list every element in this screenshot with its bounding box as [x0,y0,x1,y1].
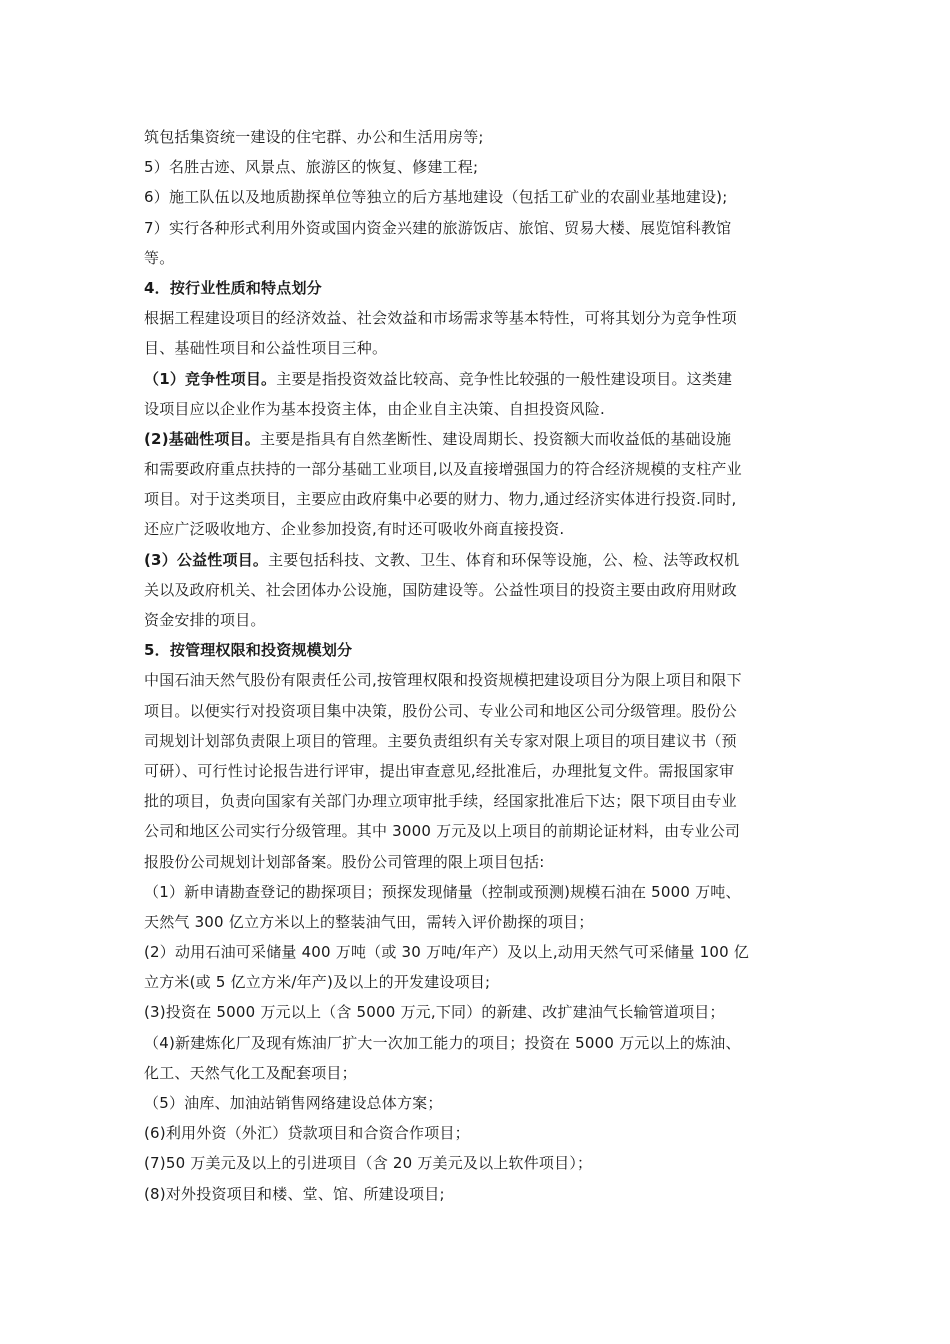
line-text: 主要包括科技、文教、卫生、体育和环保等设施，公、检、法等政权机 [268,550,740,569]
line-text: (3)投资在 5000 万元以上（含 5000 万元,下同）的新建、改扩建油气长输管道项目； [144,1003,725,1022]
heading-text: 5．按管理权限和投资规模划分 [144,641,353,660]
text-line [144,847,820,877]
line-text: （4)新建炼化厂及现有炼油厂扩大一次加工能力的项目；投资在 5000 万元以上的炼油、 [144,1033,741,1052]
heading-text: 4．按行业性质和特点划分 [144,278,322,297]
text-line [144,122,820,152]
line-text: 资金安排的项目。 [144,611,266,629]
text-line [144,1028,820,1058]
line-text: 筑包括集资统一建设的住宅群、办公和生活用房等; [144,128,484,146]
text-line [144,997,820,1027]
line-text: 等。 [144,248,175,267]
text-line [144,1058,820,1088]
line-text: 项目。以便实行对投资项目集中决策，股份公司、专业公司和地区公司分级管理。股份公 [144,701,737,720]
text-line [144,967,820,997]
text-line [144,514,820,544]
line-text: 还应广泛吸收地方、企业参加投资,有时还可吸收外商直接投资. [144,520,565,539]
line-text: 和需要政府重点扶持的一部分基础工业项目,以及直接增强国力的符合经济规模的支柱产业 [144,460,742,479]
text-line [144,665,820,695]
line-text: (6)利用外资（外汇）贷款项目和合资合作项目； [144,1124,470,1143]
line-text: 5）名胜古迹、风景点、旅游区的恢复、修建工程; [144,158,479,177]
text-line [144,1148,820,1178]
text-line [144,786,820,816]
term-bold: (2)基础性项目。 [144,429,260,448]
line-text: (7)50 万美元及以上的引进项目（含 20 万美元及以上软件项目）； [144,1154,593,1173]
section-heading [144,635,820,665]
line-text: (8)对外投资项目和楼、堂、馆、所建设项目; [144,1184,445,1203]
line-text: 中国石油天然气股份有限责任公司,按管理权限和投资规模把建设项目分为限上项目和限下 [144,671,742,690]
text-line [144,1118,820,1148]
line-text: 化工、天然气化工及配套项目； [144,1063,357,1082]
text-line [144,454,820,484]
line-text: 主要是指投资效益比较高、竞争性比较强的一般性建设项目。这类建 [276,369,733,388]
line-text: 主要是指具有自然垄断性、建设周期长、投资额大而收益低的基础设施 [259,429,732,448]
line-text: 6）施工队伍以及地质勘探单位等独立的后方基地建设（包括工矿业的农副业基地建设); [144,188,728,207]
text-line [144,303,820,333]
document-body [144,122,820,1209]
text-line [144,364,820,394]
text-line [144,1088,820,1118]
line-text: 批的项目，负责向国家有关部门办理立项审批手续，经国家批准后下达；限下项目由专业 [144,792,737,811]
line-text: 立方米(或 5 亿立方米/年产)及以上的开发建设项目; [144,973,491,992]
term-bold: (3）公益性项目。 [144,550,269,569]
text-line [144,152,820,182]
line-text: 目、基础性项目和公益性项目三种。 [144,339,388,358]
text-line [144,907,820,937]
line-text: （5）油库、加油站销售网络建设总体方案； [144,1094,443,1112]
text-line [144,756,820,786]
text-line [144,333,820,363]
text-line [144,726,820,756]
text-line [144,605,820,635]
text-line [144,243,820,273]
section-heading [144,273,820,303]
line-text: 报股份公司规划计划部备案。股份公司管理的限上项目包括: [144,852,545,871]
line-text: 司规划计划部负责限上项目的管理。主要负责组织有关专家对限上项目的项目建议书（预 [144,731,737,750]
text-line [144,575,820,605]
line-text: 设项目应以企业作为基本投资主体，由企业自主决策、自担投资风险. [144,399,605,418]
line-text: (2）动用石油可采储量 400 万吨（或 30 万吨/年产）及以上,动用天然气可采储量 100 亿 [144,943,749,962]
text-line [144,394,820,424]
text-line [144,816,820,846]
text-line [144,545,820,575]
line-text: 7）实行各种形式利用外资或国内资金兴建的旅游饭店、旅馆、贸易大楼、展览馆科教馆 [144,218,732,237]
line-text: 公司和地区公司实行分级管理。其中 3000 万元及以上项目的前期论证材料，由专业公司 [144,822,741,841]
text-line [144,213,820,243]
text-line [144,484,820,514]
line-text: 根据工程建设项目的经济效益、社会效益和市场需求等基本特性，可将其划分为竞争性项 [144,309,737,328]
line-text: 关以及政府机关、社会团体办公设施，国防建设等。公益性项目的投资主要由政府用财政 [144,580,737,599]
line-text: 天然气 300 亿立方米以上的整装油气田，需转入评价勘探的项目； [144,912,594,931]
text-line [144,937,820,967]
text-line [144,877,820,907]
term-bold: （1）竞争性项目。 [144,369,277,388]
line-text: 可研）、可行性讨论报告进行评审，提出审查意见,经批准后，办理批复文件。需报国家审 [144,761,735,780]
text-line [144,1179,820,1209]
line-text: （1）新申请勘查登记的勘探项目；预探发现储量（控制或预测)规模石油在 5000 万吨、 [144,882,741,901]
line-text: 项目。对于这类项目，主要应由政府集中必要的财力、物力,通过经济实体进行投资.同时, [144,490,737,509]
text-line [144,696,820,726]
text-line [144,424,820,454]
text-line [144,182,820,212]
